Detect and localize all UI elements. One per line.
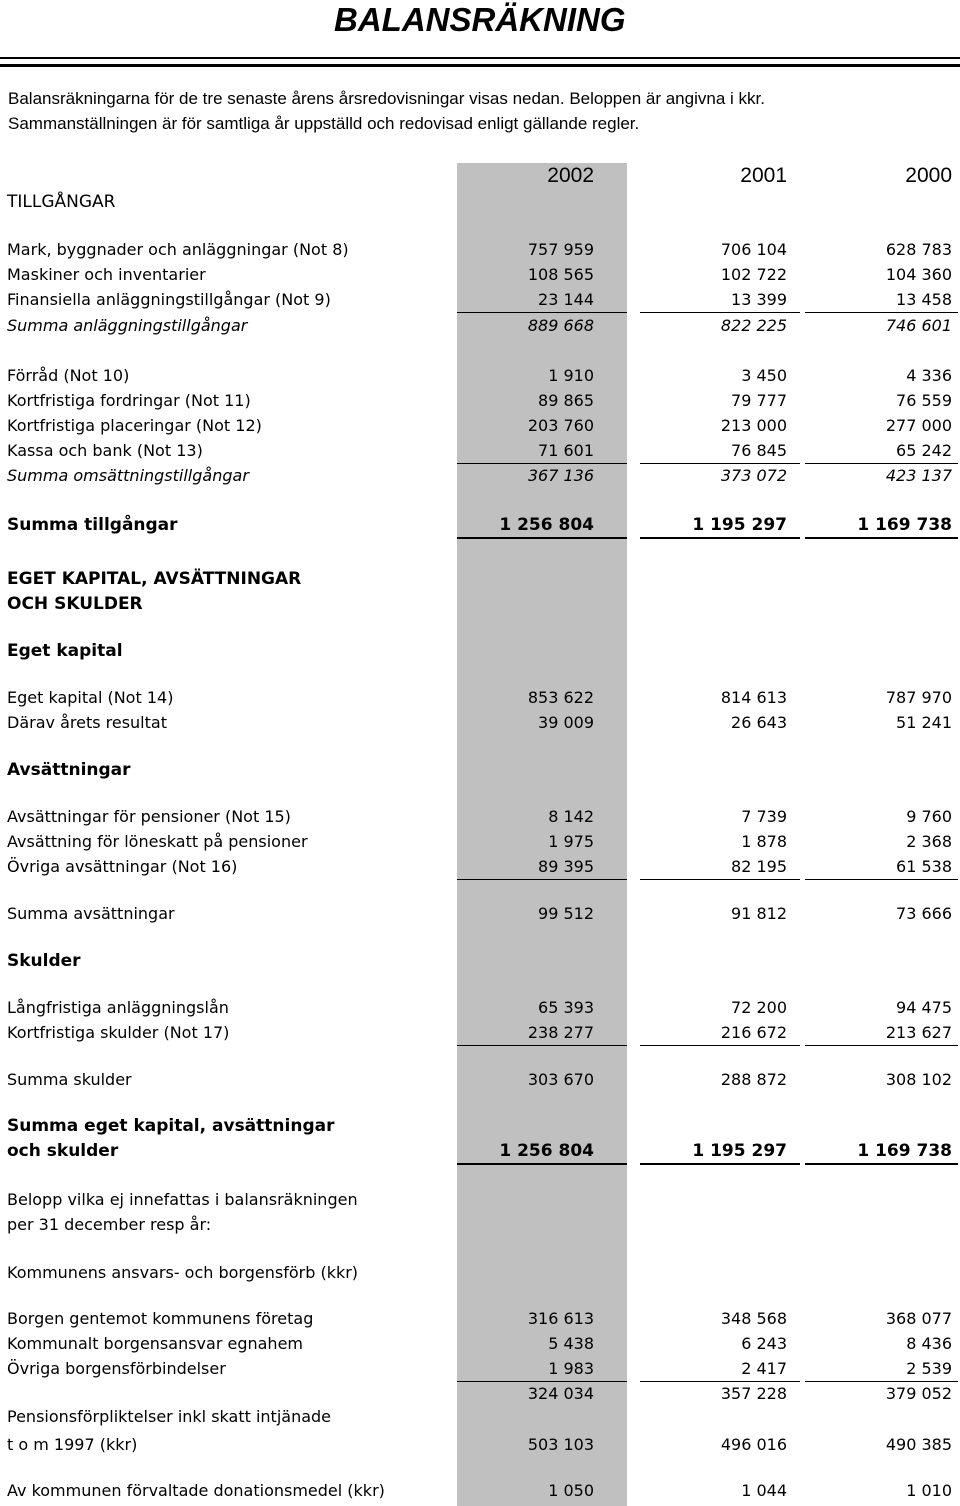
value-cell-2000: 61 538 bbox=[896, 857, 952, 876]
value-cell-2000: 379 052 bbox=[885, 1384, 952, 1403]
sum-underline bbox=[457, 1163, 627, 1165]
table-row bbox=[0, 567, 960, 591]
sum-underline bbox=[457, 537, 627, 539]
value-cell-2001: 373 072 bbox=[720, 466, 787, 485]
value-cell-2001: 216 672 bbox=[720, 1023, 787, 1042]
value-cell-2001: 822 225 bbox=[720, 316, 787, 335]
value-cell-2002: 23 144 bbox=[538, 290, 594, 309]
value-cell-2001: 7 739 bbox=[741, 807, 787, 826]
year-header-2000: 2000 bbox=[905, 164, 952, 187]
row-label: Skulder bbox=[7, 951, 81, 971]
value-cell-2001: 79 777 bbox=[731, 391, 787, 410]
value-cell-2000: 490 385 bbox=[885, 1435, 952, 1454]
sum-underline bbox=[640, 1045, 800, 1046]
table-row bbox=[0, 238, 960, 262]
value-cell-2001: 1 195 297 bbox=[692, 1141, 787, 1161]
sum-underline bbox=[640, 537, 800, 539]
table-row bbox=[0, 314, 960, 338]
row-label: Därav årets resultat bbox=[7, 713, 167, 732]
table-row bbox=[0, 949, 960, 973]
value-cell-2001: 3 450 bbox=[741, 366, 787, 385]
value-cell-2000: 277 000 bbox=[885, 416, 952, 435]
row-label: Summa omsättningstillgångar bbox=[7, 466, 249, 485]
value-cell-2001: 1 044 bbox=[741, 1481, 787, 1500]
value-cell-2000: 787 970 bbox=[885, 688, 952, 707]
value-cell-2002: 303 670 bbox=[527, 1070, 594, 1089]
title-rule bbox=[0, 57, 960, 59]
value-cell-2002: 1 050 bbox=[548, 1481, 594, 1500]
value-cell-2000: 65 242 bbox=[896, 441, 952, 460]
table-row bbox=[0, 364, 960, 388]
value-cell-2001: 102 722 bbox=[720, 265, 787, 284]
value-cell-2000: 628 783 bbox=[885, 240, 952, 259]
sum-underline bbox=[805, 312, 958, 313]
value-cell-2002: 853 622 bbox=[527, 688, 594, 707]
table-row bbox=[0, 686, 960, 710]
value-cell-2000: 4 336 bbox=[906, 366, 952, 385]
row-label: och skulder bbox=[7, 1141, 119, 1161]
row-label: per 31 december resp år: bbox=[7, 1215, 212, 1234]
value-cell-2002: 1 256 804 bbox=[499, 515, 594, 535]
sum-underline bbox=[805, 537, 958, 539]
value-cell-2002: 8 142 bbox=[548, 807, 594, 826]
row-label: Maskiner och inventarier bbox=[7, 265, 206, 284]
intro-line: Balansräkningarna för de tre senaste årens årsredovisningar visas nedan. Beloppen är angivna i kkr. bbox=[8, 89, 765, 108]
value-cell-2001: 1 195 297 bbox=[692, 515, 787, 535]
row-label: Långfristiga anläggningslån bbox=[7, 998, 229, 1017]
sum-underline bbox=[805, 1045, 958, 1046]
value-cell-2000: 1 169 738 bbox=[857, 515, 952, 535]
table-row bbox=[0, 902, 960, 926]
value-cell-2002: 108 565 bbox=[527, 265, 594, 284]
row-label: Kortfristiga placeringar (Not 12) bbox=[7, 416, 262, 435]
row-label: Mark, byggnader och anläggningar (Not 8) bbox=[7, 240, 349, 259]
row-label: Eget kapital bbox=[7, 641, 123, 661]
value-cell-2000: 94 475 bbox=[896, 998, 952, 1017]
value-cell-2000: 1 169 738 bbox=[857, 1141, 952, 1161]
value-cell-2001: 496 016 bbox=[720, 1435, 787, 1454]
table-row bbox=[0, 263, 960, 287]
intro-text bbox=[8, 86, 765, 136]
table-row bbox=[0, 1139, 960, 1163]
table-row bbox=[0, 592, 960, 616]
row-label: Av kommunen förvaltade donationsmedel (kkr) bbox=[7, 1481, 385, 1500]
table-row bbox=[0, 1479, 960, 1503]
value-cell-2002: 5 438 bbox=[548, 1334, 594, 1353]
value-cell-2002: 1 983 bbox=[548, 1359, 594, 1378]
sum-underline bbox=[805, 879, 958, 880]
row-label: Kortfristiga skulder (Not 17) bbox=[7, 1023, 230, 1042]
row-label: TILLGÅNGAR bbox=[7, 192, 116, 212]
table-row bbox=[0, 1433, 960, 1457]
table-row bbox=[0, 439, 960, 463]
value-cell-2001: 13 399 bbox=[731, 290, 787, 309]
row-label: OCH SKULDER bbox=[7, 594, 143, 614]
value-cell-2002: 503 103 bbox=[527, 1435, 594, 1454]
sum-underline bbox=[640, 1163, 800, 1165]
value-cell-2001: 76 845 bbox=[731, 441, 787, 460]
row-label: EGET KAPITAL, AVSÄTTNINGAR bbox=[7, 569, 302, 589]
value-cell-2002: 1 256 804 bbox=[499, 1141, 594, 1161]
value-cell-2001: 72 200 bbox=[731, 998, 787, 1017]
value-cell-2001: 26 643 bbox=[731, 713, 787, 732]
table-row bbox=[0, 513, 960, 537]
value-cell-2000: 8 436 bbox=[906, 1334, 952, 1353]
table-row bbox=[0, 805, 960, 829]
table-row bbox=[0, 1405, 960, 1429]
table-row bbox=[0, 288, 960, 312]
table-row bbox=[0, 1261, 960, 1285]
value-cell-2002: 757 959 bbox=[527, 240, 594, 259]
row-label: Kassa och bank (Not 13) bbox=[7, 441, 203, 460]
value-cell-2001: 288 872 bbox=[720, 1070, 787, 1089]
value-cell-2000: 9 760 bbox=[906, 807, 952, 826]
row-label: Avsättning för löneskatt på pensioner bbox=[7, 832, 308, 851]
value-cell-2002: 316 613 bbox=[527, 1309, 594, 1328]
row-label: Avsättningar bbox=[7, 760, 131, 780]
table-row bbox=[0, 1213, 960, 1237]
sum-underline bbox=[457, 879, 627, 880]
row-label: Finansiella anläggningstillgångar (Not 9) bbox=[7, 290, 331, 309]
value-cell-2002: 238 277 bbox=[527, 1023, 594, 1042]
value-cell-2001: 213 000 bbox=[720, 416, 787, 435]
row-label: Borgen gentemot kommunens företag bbox=[7, 1309, 314, 1328]
value-cell-2002: 65 393 bbox=[538, 998, 594, 1017]
value-cell-2002: 71 601 bbox=[538, 441, 594, 460]
value-cell-2000: 213 627 bbox=[885, 1023, 952, 1042]
row-label: Summa anläggningstillgångar bbox=[7, 316, 248, 335]
sum-underline bbox=[457, 312, 627, 313]
table-row bbox=[0, 1114, 960, 1138]
value-cell-2000: 423 137 bbox=[885, 466, 952, 485]
sum-underline bbox=[640, 879, 800, 880]
value-cell-2000: 104 360 bbox=[885, 265, 952, 284]
value-cell-2002: 99 512 bbox=[538, 904, 594, 923]
sum-underline bbox=[457, 1045, 627, 1046]
value-cell-2001: 348 568 bbox=[720, 1309, 787, 1328]
table-row bbox=[0, 711, 960, 735]
table-row bbox=[0, 1021, 960, 1045]
row-label: Övriga borgensförbindelser bbox=[7, 1359, 226, 1378]
value-cell-2001: 814 613 bbox=[720, 688, 787, 707]
value-cell-2001: 6 243 bbox=[741, 1334, 787, 1353]
table-row bbox=[0, 855, 960, 879]
year-header-2002: 2002 bbox=[547, 164, 594, 187]
value-cell-2000: 73 666 bbox=[896, 904, 952, 923]
sum-underline bbox=[805, 1163, 958, 1165]
intro-line: Sammanställningen är för samtliga år uppställd och redovisad enligt gällande regler. bbox=[8, 114, 640, 133]
value-cell-2001: 91 812 bbox=[731, 904, 787, 923]
row-label: Belopp vilka ej innefattas i balansräkningen bbox=[7, 1190, 358, 1209]
table-row bbox=[0, 1382, 960, 1406]
table-row bbox=[0, 830, 960, 854]
value-cell-2001: 1 878 bbox=[741, 832, 787, 851]
year-header-2001: 2001 bbox=[740, 164, 787, 187]
row-label: Summa avsättningar bbox=[7, 904, 175, 923]
table-row bbox=[0, 414, 960, 438]
table-row bbox=[0, 1068, 960, 1092]
table-row bbox=[0, 389, 960, 413]
title-rule-thick bbox=[0, 64, 960, 67]
value-cell-2002: 89 865 bbox=[538, 391, 594, 410]
value-cell-2002: 367 136 bbox=[527, 466, 594, 485]
table-row bbox=[0, 639, 960, 663]
table-row bbox=[0, 1357, 960, 1381]
row-label: Kommunalt borgensansvar egnahem bbox=[7, 1334, 303, 1353]
value-cell-2000: 368 077 bbox=[885, 1309, 952, 1328]
row-label: Övriga avsättningar (Not 16) bbox=[7, 857, 238, 876]
value-cell-2001: 706 104 bbox=[720, 240, 787, 259]
page-title: BALANSRÄKNING bbox=[334, 1, 626, 38]
value-cell-2001: 2 417 bbox=[741, 1359, 787, 1378]
value-cell-2000: 746 601 bbox=[885, 316, 952, 335]
value-cell-2002: 203 760 bbox=[527, 416, 594, 435]
value-cell-2000: 76 559 bbox=[896, 391, 952, 410]
row-label: Kommunens ansvars- och borgensförb (kkr) bbox=[7, 1263, 359, 1282]
table-row bbox=[0, 758, 960, 782]
value-cell-2000: 1 010 bbox=[906, 1481, 952, 1500]
table-row bbox=[0, 1307, 960, 1331]
value-cell-2001: 82 195 bbox=[731, 857, 787, 876]
value-cell-2002: 1 975 bbox=[548, 832, 594, 851]
sum-underline bbox=[640, 312, 800, 313]
value-cell-2002: 89 395 bbox=[538, 857, 594, 876]
row-label: Summa eget kapital, avsättningar bbox=[7, 1116, 335, 1136]
value-cell-2000: 2 368 bbox=[906, 832, 952, 851]
row-label: Avsättningar för pensioner (Not 15) bbox=[7, 807, 291, 826]
value-cell-2000: 13 458 bbox=[896, 290, 952, 309]
value-cell-2000: 51 241 bbox=[896, 713, 952, 732]
value-cell-2001: 357 228 bbox=[720, 1384, 787, 1403]
table-row bbox=[0, 996, 960, 1020]
row-label: Summa tillgångar bbox=[7, 515, 178, 535]
table-row bbox=[0, 190, 960, 214]
row-label: Kortfristiga fordringar (Not 11) bbox=[7, 391, 251, 410]
value-cell-2000: 308 102 bbox=[885, 1070, 952, 1089]
row-label: Summa skulder bbox=[7, 1070, 132, 1089]
value-cell-2002: 889 668 bbox=[527, 316, 594, 335]
value-cell-2002: 324 034 bbox=[527, 1384, 594, 1403]
value-cell-2002: 1 910 bbox=[548, 366, 594, 385]
row-label: Eget kapital (Not 14) bbox=[7, 688, 174, 707]
table-row bbox=[0, 1332, 960, 1356]
value-cell-2000: 2 539 bbox=[906, 1359, 952, 1378]
row-label: Pensionsförpliktelser inkl skatt intjänade bbox=[7, 1407, 332, 1426]
value-cell-2002: 39 009 bbox=[538, 713, 594, 732]
table-row bbox=[0, 464, 960, 488]
table-row bbox=[0, 1188, 960, 1212]
row-label: t o m 1997 (kkr) bbox=[7, 1435, 138, 1454]
row-label: Förråd (Not 10) bbox=[7, 366, 130, 385]
